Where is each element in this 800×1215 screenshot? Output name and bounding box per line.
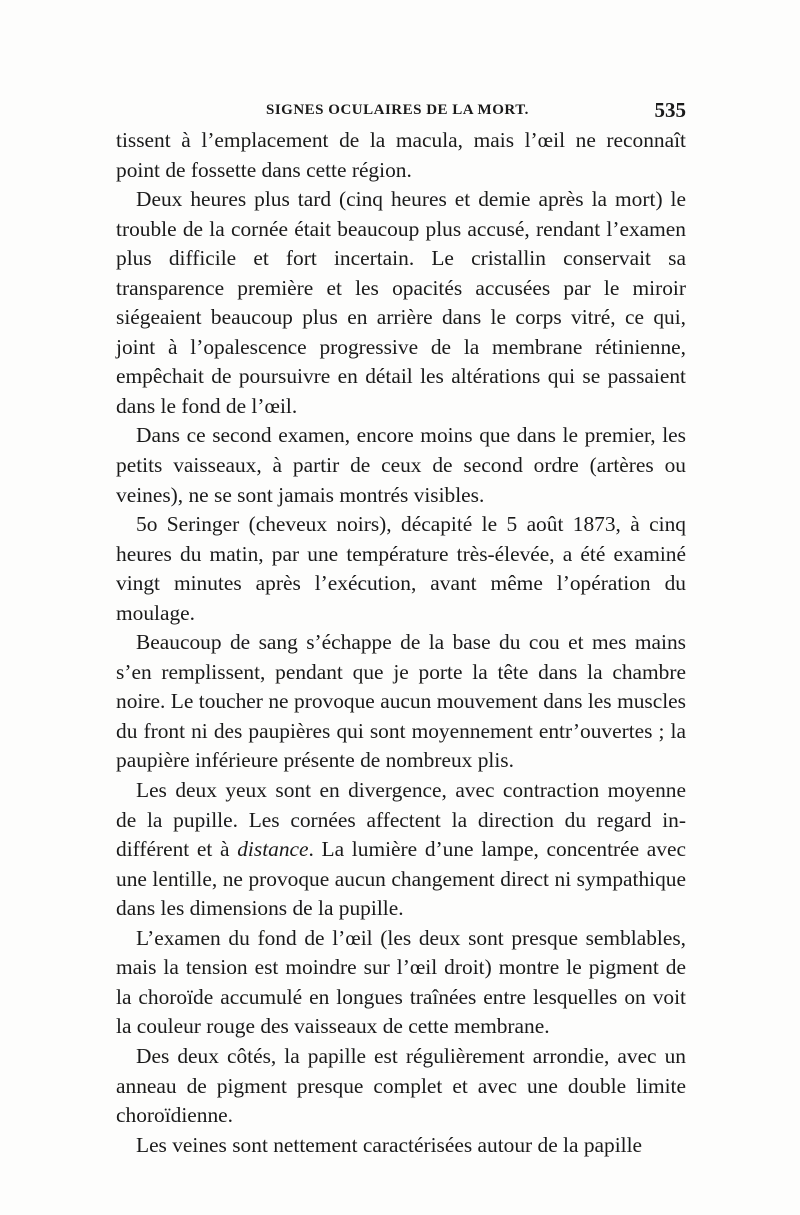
paragraph: Beaucoup de sang s’échappe de la base du cou et mes mains s’en remplissent, pendant que je porte la tête dans la chambre noire. Le toucher ne provoque aucun mouvement dans les muscles du front ni des paupières qui sont moyennement entr’ouvertes ; la paupière inférieure présente de nombreux plis. [116, 630, 686, 773]
italic-word: distance [237, 837, 309, 862]
paragraph-text: Les deux yeux sont en divergence, avec contraction moyenne de la pupille. Les cornées affectent la direction du regard indifférent et à [116, 778, 686, 862]
page-number: 535 [654, 98, 686, 122]
paragraph-case-5: 5o Seringer (cheveux noirs), décapité le 5 août 1873, à cinq heures du matin, par une température très-élevée, a été examiné vingt minutes après l’exécution, avant même l’opération du moulage. [116, 512, 686, 625]
body-text [116, 126, 686, 1160]
paragraph-continuation: tissent à l’emplacement de la macula, mais l’œil ne reconnaît point de fossette dans cette région. [116, 128, 686, 182]
paragraph: L’examen du fond de l’œil (les deux sont presque semblables, mais la tension est moindre sur l’œil droit) montre le pigment de la choroïde accumulé en longues traînées entre lesquelles on voit la couleur rouge des vaisseaux de cette membrane. [116, 925, 686, 1039]
running-title: SIGNES OCULAIRES DE LA MORT. [266, 102, 529, 118]
paragraph: Des deux côtés, la papille est régulièrement arrondie, avec un anneau de pigment presque complet et avec une double limite choroïdienne. [116, 1043, 686, 1128]
paragraph-text: . La lumière d’une lampe, concentrée avec une lentille, ne provoque aucun changement direct ni sympathique dans les dimensions de la pupille. [116, 837, 686, 921]
page-header [116, 98, 686, 126]
paragraph: Dans ce second examen, encore moins que dans le premier, les petits vaisseaux, à partir de ceux de second ordre (artères ou veines), ne se sont jamais montrés visibles. [116, 423, 686, 507]
paragraph-with-italic [116, 776, 686, 924]
paragraph-truncated: Les veines sont nettement caractérisées autour de la papille [136, 1132, 643, 1157]
paragraph: Deux heures plus tard (cinq heures et demie après la mort) le trouble de la cornée était beaucoup plus accusé, rendant l’examen plus difficile et fort incertain. Le cristallin conservait sa transparence première et les opacités accusées par le miroir siégeaient beaucoup plus en arrière dans le corps vitré, ce qui, joint à l’opalescence progressive de la membrane rétinienne, empêchait de poursuivre en détail les altérations qui se passaient dans le fond de l’œil. [116, 187, 686, 418]
